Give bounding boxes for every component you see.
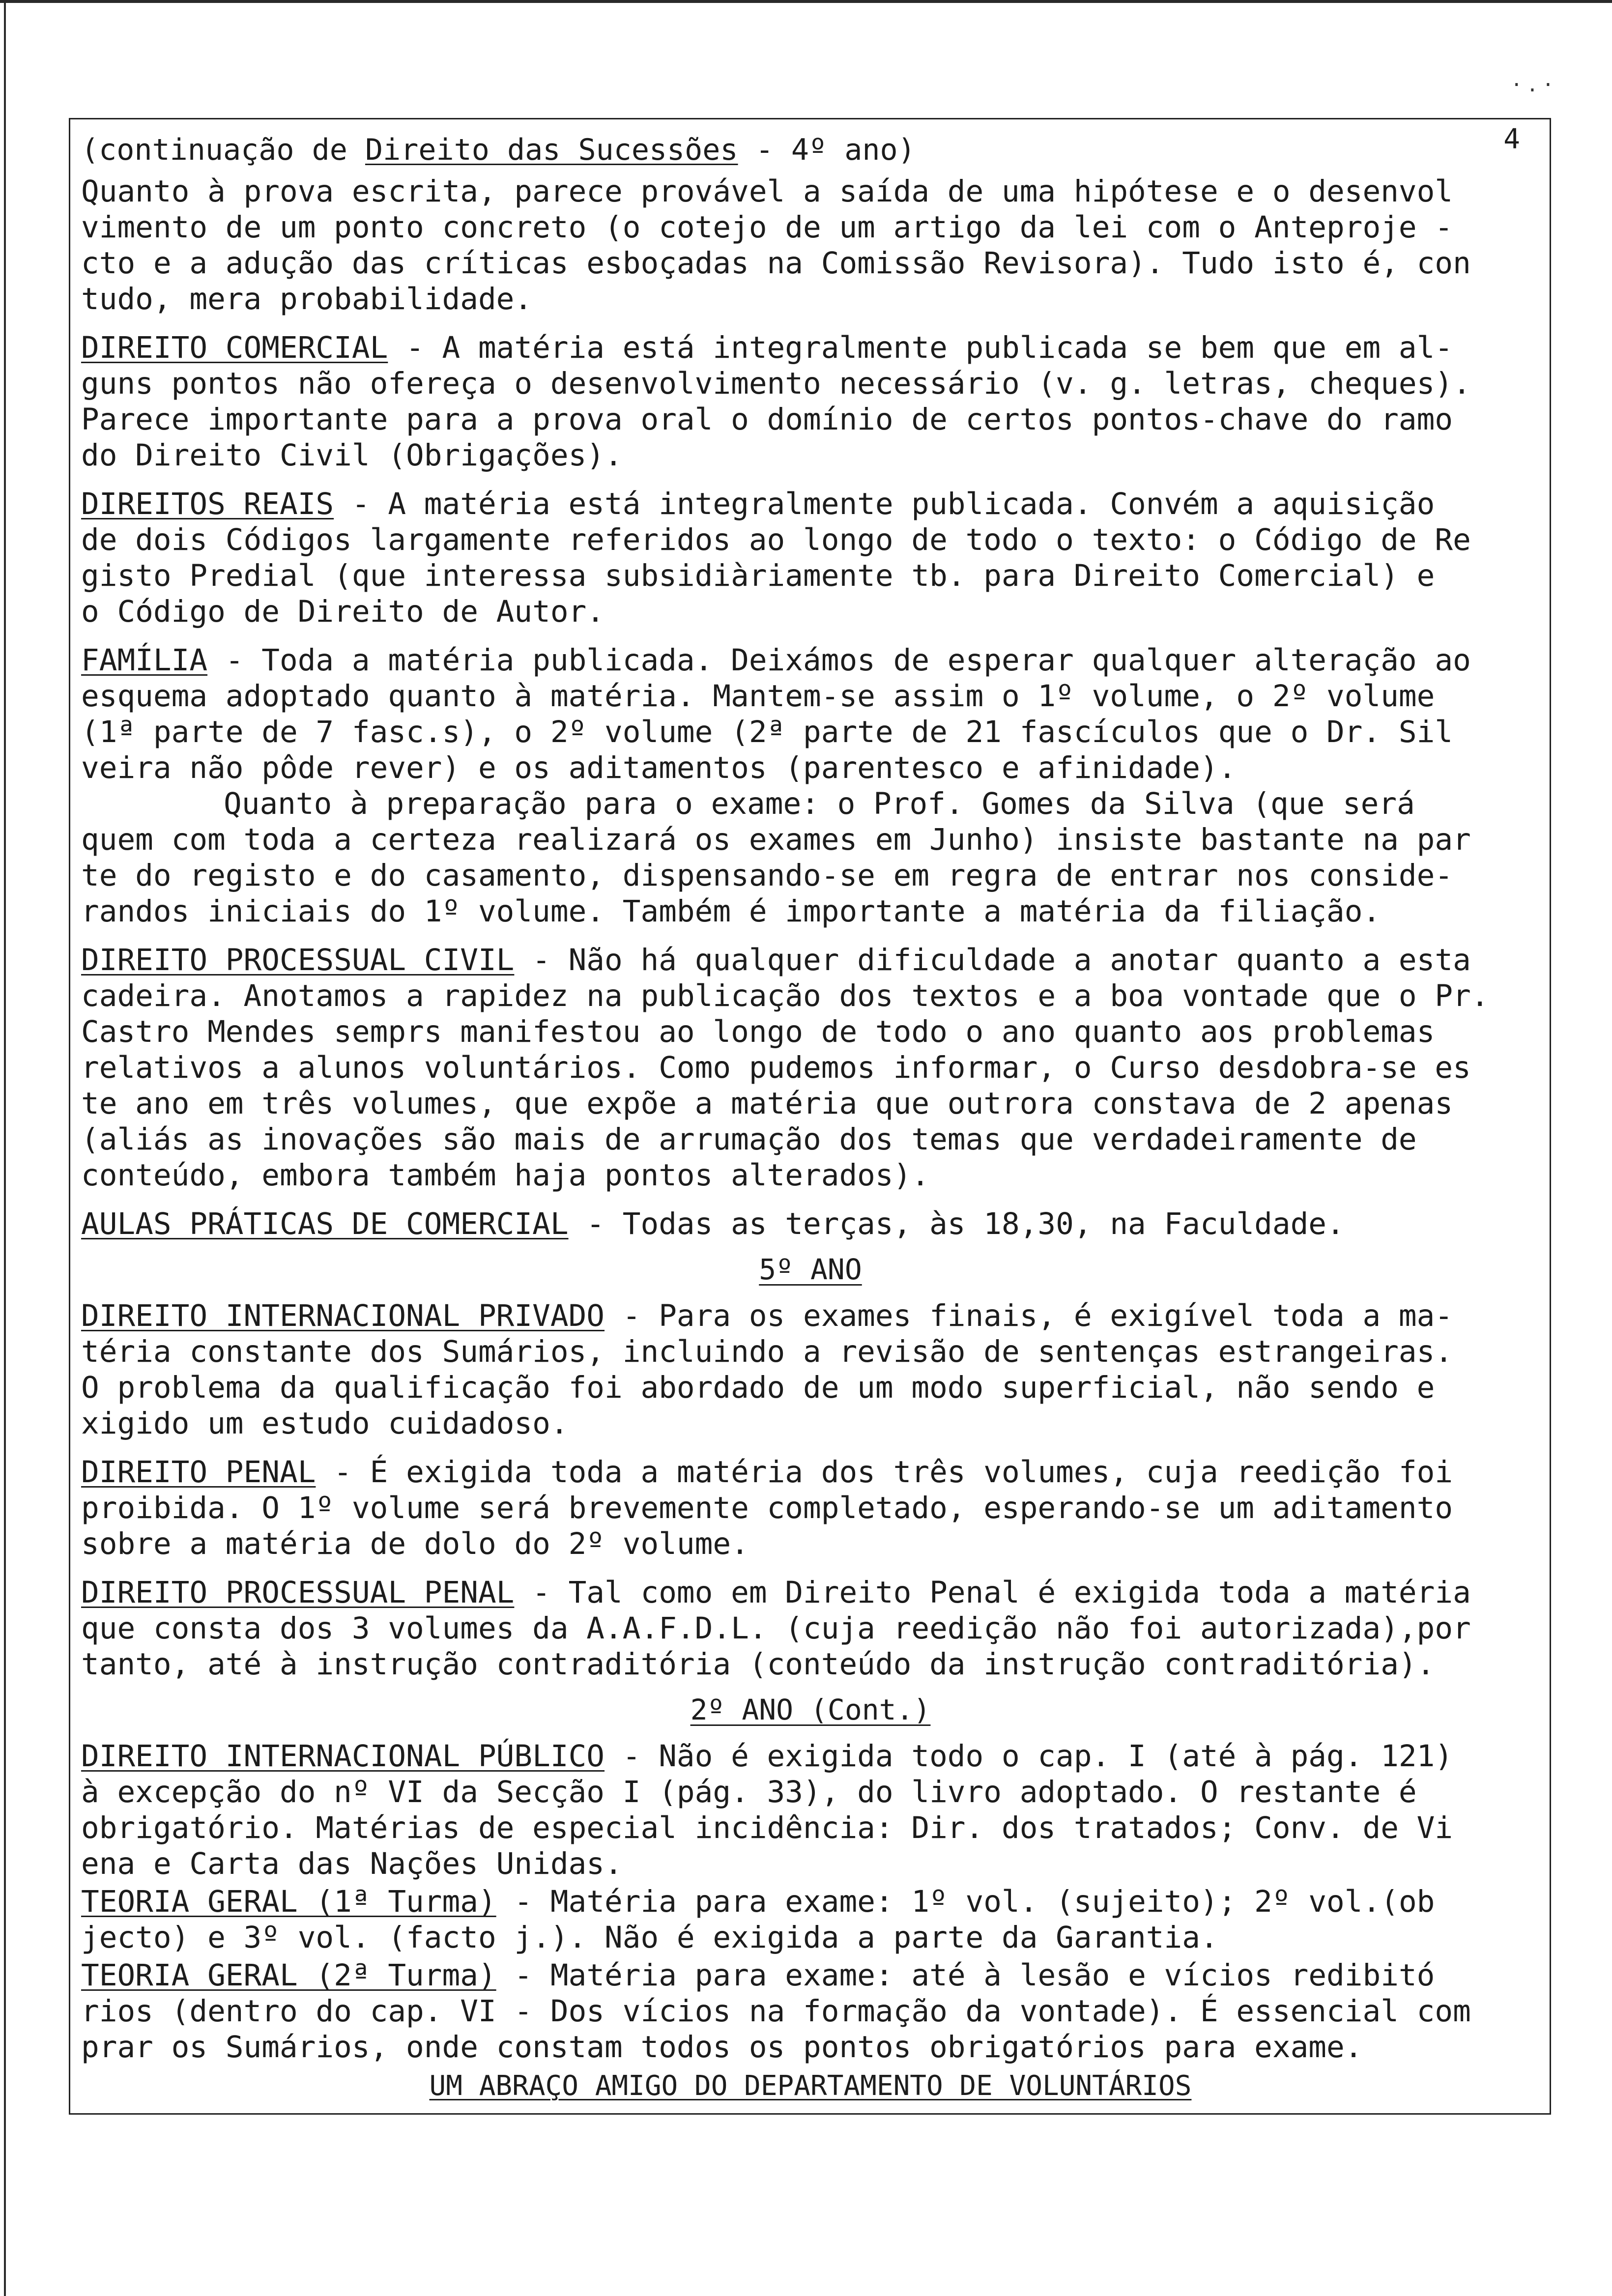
note-internacional-publico (81, 1738, 1540, 1882)
closing-greeting: UM ABRAÇO AMIGO DO DEPARTAMENTO DE VOLUNTÁRIOS (429, 2070, 1192, 2102)
text-line: do Direito Civil (Obrigações). (81, 438, 623, 473)
subject-text: - Todas as terças, às 18,30, na Faculdade. (568, 1206, 1345, 1241)
note-first-line (81, 1884, 1540, 1920)
note-first-line (81, 1206, 1540, 1242)
note-first-line (81, 1575, 1540, 1610)
text-line: vimento de um ponto concreto (o cotejo de um artigo da lei com o Anteproje - (81, 210, 1453, 245)
note-first-line (81, 486, 1540, 522)
subject-title: DIREITO PROCESSUAL CIVIL (81, 943, 515, 977)
text-line: xigido um estudo cuidadoso. (81, 1406, 569, 1441)
text-line: ena e Carta das Nações Unidas. (81, 1846, 623, 1881)
text-line: (aliás as inovações são mais de arrumação dos temas que verdadeiramente de (81, 1122, 1417, 1157)
text-line: obrigatório. Matérias de especial incidência: Dir. dos tratados; Conv. de Vi (81, 1810, 1453, 1845)
note-first-line (81, 642, 1540, 678)
subject-title: TEORIA GERAL (1ª Turma) (81, 1884, 496, 1919)
note-first-line (81, 1957, 1540, 1993)
scan-edge-top (0, 0, 1612, 3)
fifth-year-notes (81, 1298, 1540, 1682)
text-line: prar os Sumários, onde constam todos os pontos obrigatórios para exame. (81, 2030, 1363, 2065)
text-line: tudo, mera probabilidade. (81, 282, 533, 316)
text-line: gisto Predial (que interessa subsidiàriamente tb. para Direito Comercial) e (81, 558, 1435, 593)
note-prova-escrita (81, 173, 1540, 317)
subject-title: DIREITO PROCESSUAL PENAL (81, 1575, 515, 1610)
text-line: guns pontos não ofereça o desenvolvimento necessário (v. g. letras, cheques). (81, 366, 1471, 401)
note-aulas-praticas (81, 1206, 1540, 1242)
subject-title: TEORIA GERAL (2ª Turma) (81, 1958, 496, 1993)
subject-text: - Para os exames finais, é exigível toda a ma- (604, 1298, 1453, 1333)
course-name: Direito das Sucessões (365, 133, 738, 167)
note-teoria-geral-2 (81, 1957, 1540, 2065)
document-page (69, 118, 1551, 2115)
text-line: te ano em três volumes, que expõe a matéria que outrora constava de 2 apenas (81, 1086, 1453, 1121)
text-line: relativos a alunos voluntários. Como pudemos informar, o Curso desdobra-se es (81, 1050, 1471, 1085)
text-line: Quanto à preparação para o exame: o Prof. Gomes da Silva (que será (224, 786, 1415, 821)
text-line: tanto, até à instrução contraditória (conteúdo da instrução contraditória). (81, 1647, 1435, 1682)
second-year-notes (81, 1738, 1540, 2065)
note-first-line (81, 1298, 1540, 1334)
text-line: conteúdo, embora também haja pontos alterados). (81, 1158, 930, 1193)
text-line: Castro Mendes semprs manifestou ao longo de todo o ano quanto aos problemas (81, 1014, 1435, 1049)
note-processual-penal (81, 1575, 1540, 1682)
scan-edge-left (4, 0, 6, 2296)
note-first-line (81, 1454, 1540, 1490)
note-first-line (81, 942, 1540, 978)
note-first-line (81, 330, 1540, 366)
subject-text: - Tal como em Direito Penal é exigida toda a matéria (514, 1575, 1471, 1610)
section-heading-5-ano: 5º ANO (759, 1253, 862, 1286)
subject-title: DIREITOS REAIS (81, 487, 334, 521)
text-line: randos iniciais do 1º volume. Também é importante a matéria da filiação. (81, 894, 1381, 929)
note-direitos-reais (81, 486, 1540, 630)
text-line: jecto) e 3º vol. (facto j.). Não é exigida a parte da Garantia. (81, 1920, 1218, 1955)
subject-title: FAMÍLIA (81, 643, 208, 678)
page-header (81, 123, 1540, 169)
text-line: cadeira. Anotamos a rapidez na publicação dos textos e a boa vontade que o Pr. (81, 978, 1489, 1013)
subject-text: - Toda a matéria publicada. Deixámos de esperar qualquer alteração ao (207, 643, 1471, 678)
text-line: esquema adoptado quanto à matéria. Mantem-se assim o 1º volume, o 2º volume (81, 679, 1435, 714)
text-line: rios (dentro do cap. VI - Dos vícios na formação da vontade). É essencial com (81, 1994, 1471, 2029)
section-heading-2-ano: 2º ANO (Cont.) (690, 1693, 931, 1726)
text-line: quem com toda a certeza realizará os exames em Junho) insiste bastante na par (81, 822, 1471, 857)
note-first-line (81, 1738, 1540, 1774)
page-number: 4 (1503, 123, 1520, 155)
text-line: Parece importante para a prova oral o domínio de certos pontos-chave do ramo (81, 402, 1453, 437)
page-header-text: (continuação de Direito das Sucessões - 4º ano) (81, 133, 916, 167)
subject-title: DIREITO COMERCIAL (81, 330, 388, 365)
text-line: de dois Códigos largamente referidos ao longo de todo o texto: o Código de Re (81, 522, 1471, 557)
fourth-year-notes (81, 173, 1540, 1242)
text-line: que consta dos 3 volumes da A.A.F.D.L. (cuja reedição não foi autorizada),por (81, 1611, 1471, 1646)
text-line: sobre a matéria de dolo do 2º volume. (81, 1526, 749, 1561)
note-teoria-geral-1 (81, 1884, 1540, 1955)
subject-title: DIREITO INTERNACIONAL PÚBLICO (81, 1739, 605, 1774)
text-line: téria constante dos Sumários, incluindo a revisão de sentenças estrangeiras. (81, 1334, 1453, 1369)
text-line: te do registo e do casamento, dispensando-se em regra de entrar nos conside- (81, 858, 1453, 893)
note-processual-civil (81, 942, 1540, 1193)
subject-title: DIREITO PENAL (81, 1455, 316, 1490)
note-direito-penal (81, 1454, 1540, 1562)
subject-text: - A matéria está integralmente publicada se bem que em al- (388, 330, 1453, 365)
subject-text: - A matéria está integralmente publicada. Convém a aquisição (334, 487, 1435, 521)
subject-title: DIREITO INTERNACIONAL PRIVADO (81, 1298, 605, 1333)
text-line: (1ª parte de 7 fasc.s), o 2º volume (2ª parte de 21 fascículos que o Dr. Sil (81, 715, 1453, 749)
subject-text: - Matéria para exame: até à lesão e vícios redibitó (496, 1958, 1435, 1993)
subject-title: AULAS PRÁTICAS DE COMERCIAL (81, 1206, 569, 1241)
text-line: proibida. O 1º volume será brevemente completado, esperando-se um aditamento (81, 1491, 1453, 1525)
text-line: cto e a adução das críticas esboçadas na Comissão Revisora). Tudo isto é, con (81, 246, 1471, 281)
text-line: o Código de Direito de Autor. (81, 594, 605, 629)
text-line: Quanto à prova escrita, parece provável a saída de uma hipótese e o desenvol (81, 174, 1453, 209)
text-line: veira não pôde rever) e os aditamentos (parentesco e afinidade). (81, 750, 1237, 785)
subject-text: - Matéria para exame: 1º vol. (sujeito); 2º vol.(ob (496, 1884, 1435, 1919)
scan-speck: ·.· (1510, 74, 1558, 96)
note-familia (81, 642, 1540, 929)
text-line: O problema da qualificação foi abordado de um modo superficial, não sendo e (81, 1370, 1435, 1405)
text-line: à excepção do nº VI da Secção I (pág. 33), do livro adoptado. O restante é (81, 1775, 1417, 1809)
subject-text: - É exigida toda a matéria dos três volumes, cuja reedição foi (316, 1455, 1453, 1490)
subject-text: - Não há qualquer dificuldade a anotar quanto a esta (514, 943, 1471, 977)
note-direito-comercial (81, 330, 1540, 473)
note-internacional-privado (81, 1298, 1540, 1441)
subject-text: - Não é exigida todo o cap. I (até à pág. 121) (604, 1739, 1453, 1774)
